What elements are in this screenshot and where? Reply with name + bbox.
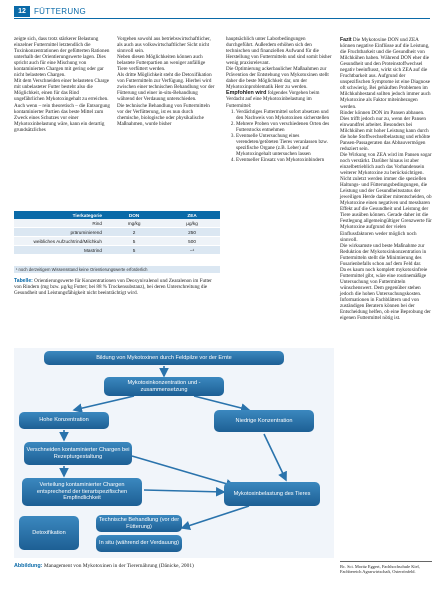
- arrow: [194, 396, 249, 410]
- diagram-box-technical: Technische Behandlung (vor der Fütterung): [96, 515, 182, 532]
- fazit-label: Fazit: [340, 37, 352, 43]
- recommendation-list: [226, 109, 332, 163]
- paragraph: Vorgehen sowohl aus betriebswirtschaftlicher, als auch aus volkswirtschaftlicher Sicht nicht sinnvoll sein.: [117, 36, 211, 55]
- table-cell: –¹: [164, 246, 220, 255]
- diagram-box-formation: Bildung von Mykotoxinen durch Feldpilze vor der Ernte: [44, 351, 284, 365]
- table-cell: präruminierend: [14, 228, 104, 237]
- paragraph: Die technische Behandlung von Futtermitteln vor der Verfütterung, ist es nun durch chemische, biologische oder physikalische Maßnahmen, wurde bisher: [117, 102, 210, 127]
- orientation-values-table: [14, 211, 220, 255]
- text-column-2: [117, 36, 215, 127]
- diagram-box-blending: Verschneiden kontaminierter Chargen bei Rezepturgestaltung: [24, 442, 132, 465]
- table-footnote: ¹ noch derzeitigem Wissensstand keine Orientierungswerte erforderlich: [14, 266, 220, 273]
- table-cell: 2: [104, 228, 164, 237]
- diagram-box-detoxification: Detoxifikation: [19, 516, 79, 550]
- paragraph: Neben diesen Möglichkeiten können auch belastete Futterpartien an weniger anfällige Tiere verfüttert werden.: [117, 54, 206, 73]
- table-row: [14, 237, 220, 246]
- table-row: [14, 219, 220, 228]
- table-cell: 5: [104, 237, 164, 246]
- paragraph: Die wirksamste und beste Maßnahme zur Reduktion der Mykotoxinkonzentration in Futtermitteln stellt die Minimierung des Fusarienbefalls schon auf dem Feld dar.: [340, 242, 427, 267]
- diagram-box-animal-exposure: Mykotoxinbelastung des Tieres: [224, 482, 320, 506]
- recommendation-text: folgendes Vorgehen beim Verdacht auf eine Mykotoxinbelastung im Futtermittel:: [226, 90, 320, 109]
- figure-caption: [14, 563, 344, 569]
- table-cell: mg/kg: [104, 219, 164, 228]
- paragraph: Auch wenn – rein theoretisch – die Entsorgung kontaminierter Partien das beste Mittel zum Zweck eines Schutzes vor einer Mykotoxinbelastung wäre, kann ein derartig grundsätzliches: [14, 102, 110, 133]
- paragraph: zeigte sich, dass trotz stärkerer Belastung einzelner Futtermittel letztendlich die Toxinkonzentrationen der gefütterten Rationen unterhalb der Orientierungswerte lagen. Dies spricht auch für eine Mischung von kontaminierten Chargen mit gering oder gar nicht belasteten Chargen.: [14, 36, 110, 79]
- diagram-box-insitu: In situ (während der Verdauung): [96, 535, 182, 552]
- fazit-paragraph: [340, 37, 432, 110]
- author-note: Bc. Sci. Moritz Eggert, Fachhochschule Kiel, Fachbereich Agrarwirtschaft, Osterrönfeld.: [340, 561, 432, 574]
- header-rule: [14, 18, 430, 19]
- table-cell: 5: [104, 246, 164, 255]
- paragraph: Da es kaum noch komplett mykotoxinfreie Futtermittel gibt, wäre eine routinemäßige Untersuchung von Futtermitteln wünschenswert. Dem gegenüber stehen jedoch die hohen Untersuchungskosten. Informationen in Fachblättern und von zuständigen Beratern können bei der Entscheidung helfen, ob eine Beprobung der eigenen Futtermittel nötig ist.: [340, 266, 431, 322]
- section-title: FÜTTERUNG: [34, 7, 87, 16]
- page-header: [14, 6, 430, 17]
- table-cell: Rind: [14, 219, 104, 228]
- fazit-text: Die Mykotoxine DON und ZEA können negative Einflüsse auf die Leistung, die Fruchtbarkeit und die Gesundheit von Milchkühen haben. Während DON eher die Gesundheit und den Proteinstoffwechsel negativ beeinflusst, wirkt sich ZEA auf die Fruchtbarkeit aus. Aufgrund der unspezifischen Symptome ist eine Diagnose oft schwierig. Bei gehäuften Problemen im Milchkuhbestand sollten jedoch immer auch Mykotoxine als Faktor miteinbezogen werden.: [340, 37, 431, 110]
- figure-caption-text: Management von Mykotoxinen in der Tierernährung (Dänicke, 2001): [43, 563, 194, 569]
- table-header-row: [14, 211, 220, 219]
- table-cell: weibliches Aufzuchtrind/Milchkuh: [14, 237, 104, 246]
- list-item: 3. Eventuelle Untersuchung eines verendeten/getöteten Tieres veranlassen bzw. spezifische Organe (z.B. Leber) auf Mykotoxingehalt untersuchen lassen: [236, 133, 332, 157]
- paragraph: Rinder können DON im Pansen abbauen. Dies trifft jedoch nur zu, wenn der Pansen einwandfrei arbeitet. Besonders bei Milchkühen mit hoher Leistung kann durch die hohe Stoffwechselbelastung und erhöhte Pansen-Passageraten das Abbauvermögen reduziert sein.: [340, 109, 431, 152]
- arrow: [182, 506, 249, 528]
- table-header-cell: Tierkategorie: [14, 211, 104, 219]
- text-column-1: [14, 36, 110, 133]
- list-item: 1. Verdächtiges Futtermittel sofort absetzen und den Nachweis von Mykotoxinen sicherstellen: [236, 109, 332, 121]
- table-caption-text: Orientierungswerte für Konzentrationen von Deoxynivalenol und Zearalenon im Futter von Rindern (mg bzw. µg/kg Futter; bei 88 % Trockensubstanz), bei deren Unterschreitung die Gesundheit und Leistungsfähigkeit nicht beeinträchtigt wird.: [14, 278, 212, 297]
- figure-caption-label: Abbildung:: [14, 563, 43, 569]
- table-cell: µg/kg: [164, 219, 220, 228]
- table-cell: 250: [164, 228, 220, 237]
- table-row: [14, 246, 220, 255]
- table-cell: 500: [164, 237, 220, 246]
- text-column-3: [226, 36, 332, 163]
- page-number: 12: [14, 6, 30, 17]
- recommendation-subhead: Empfohlen wird: [226, 90, 267, 97]
- table-cell: Mastrind: [14, 246, 104, 255]
- paragraph: Mit dem Verschneiden einer belasteten Charge mit unbelasteter Futter besteht also die Möglichkeit, einen für das Rind ungefährlichen Mykotoxingehalt zu erreichen.: [14, 78, 110, 103]
- diagram-box-concentration: Mykotoxinkonzentration und -zusammensetzung: [104, 377, 224, 396]
- arrow: [264, 434, 286, 480]
- table-header-cell: ZEA: [164, 211, 220, 219]
- paragraph: Die Optimierung ackerbaulicher Maßnahmen zur Prävention der Entstehung von Mykotoxinen stellt daher die beste Möglichkeit dar, um der Mykotoxinproblematik Herr zu werden.: [226, 66, 329, 91]
- table-row: [14, 228, 220, 237]
- paragraph: hauptsächlich unter Laborbedingungen durchgeführt. Außerdem erhöhen sich den technischen und finanziellen Aufwand für die Herstellung von Futtermitteln und sind somit bisher wenig praxisrelevant.: [226, 36, 332, 67]
- diagram-box-low: Niedrige Konzentration: [214, 410, 314, 432]
- paragraph: Als dritte Möglichkeit steht die Detoxifikation von Futtermitteln zur Verfügung. Hierbei wird zwischen einer technischen Behandlung vor der Fütterung und einer in-situ-Behandlung während der Verdauung unterschieden.: [117, 72, 215, 103]
- diagram-box-high: Hohe Konzentration: [19, 412, 109, 429]
- text-column-4: [340, 37, 432, 321]
- list-item: 4. Eventueller Einsatz von Mykotoxinbindern: [236, 157, 332, 163]
- recommendation-paragraph: [226, 90, 332, 108]
- table-header-cell: DON: [104, 211, 164, 219]
- table-caption: [14, 278, 220, 296]
- list-item: 2. Mehrere Proben von verschiedenen Orten des Futterstocks entnehmen: [236, 121, 332, 133]
- arrow: [144, 490, 224, 492]
- paragraph: Die Wirkung von ZEA wird im Pansen sogar noch verstärkt. Darüber hinaus ist aber einzelbetrieblich auch das Vorhandensein weiterer Mykotoxine zu berücksichtigen. Nicht zuletzt werden immer die speziellen Haltungs- und Fütterungsbedingungen, die Leistung und der Gesundheitsstatus der jeweiligen Herde darüber mitentscheiden, ob Mykotoxine einen negativen und messbaren Effekt auf die Gesundheit und Leistung der Tiere ausüben können. Gerade daher ist die Festlegung allgemeingültiger Grenzwerte für Mykotoxine aufgrund der vielen Einflussfaktoren weder möglich noch sinnvoll.: [340, 151, 432, 243]
- table-caption-label: Tabelle:: [14, 278, 33, 284]
- arrow: [74, 396, 134, 410]
- diagram-box-distribution: Verteilung kontaminierter Chargen entsprechend der tierartspezifischen Empfindlichkeit: [22, 478, 142, 506]
- mycotoxin-management-diagram: [14, 348, 334, 558]
- arrow: [132, 456, 234, 486]
